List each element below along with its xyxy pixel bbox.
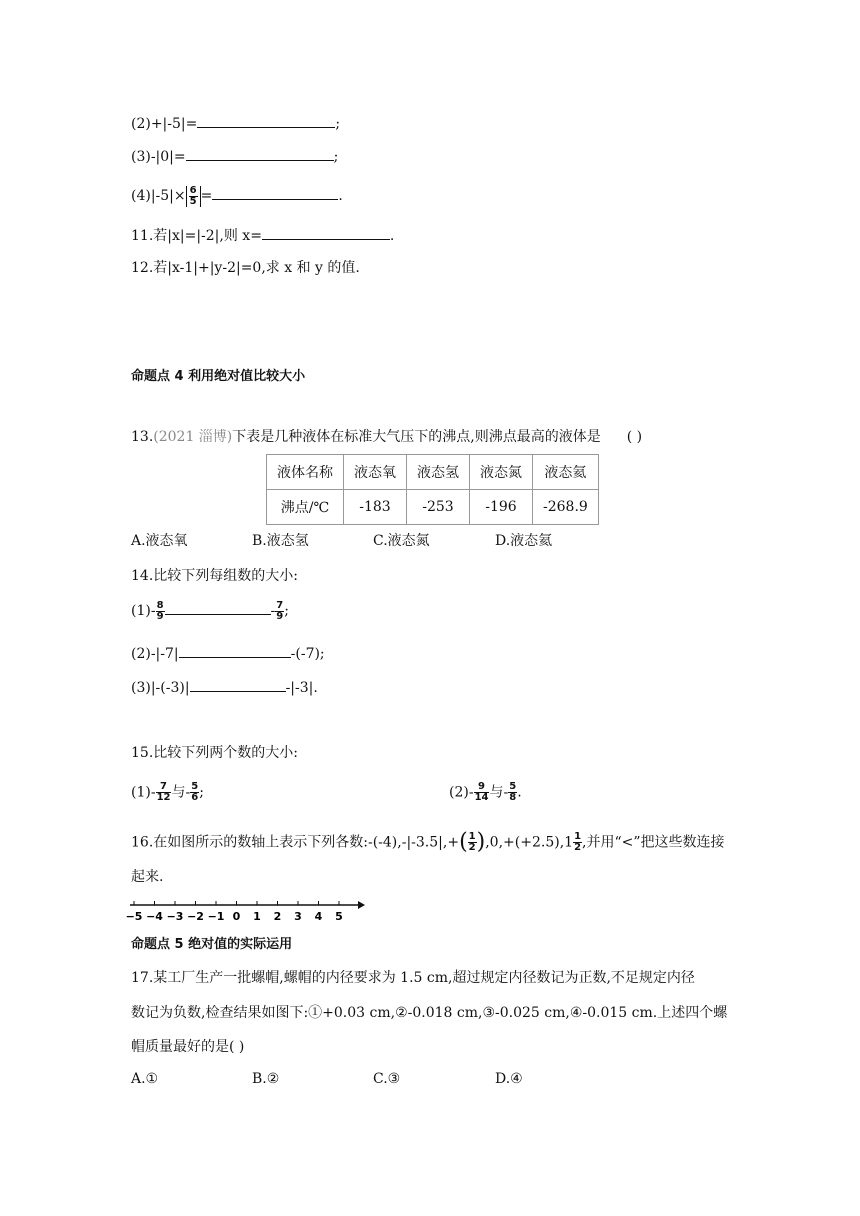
q12 [131,258,360,278]
axis-tick-label: −3 [166,910,184,922]
fraction [275,601,284,622]
q14-part2 [131,643,325,664]
boiling-point-table [266,454,599,525]
axis-tick-label: 5 [335,910,343,922]
paren-close: ) [476,829,486,855]
frac-num: 9 [474,782,490,793]
table-cell: -183 [344,490,407,525]
punct: . [517,784,522,801]
answer-blank[interactable] [179,643,291,658]
axis-ticks [126,901,343,922]
option-b[interactable]: B.液态氢 [252,533,309,549]
q10-part2-label: (2)+|-5|= [131,116,198,132]
answer-blank[interactable] [186,146,334,161]
punct: ; [199,784,204,801]
q15-title: 15.比较下列两个数的大小: [131,745,298,761]
table-row [267,455,599,490]
q15-part2 [449,782,522,803]
fraction [189,186,198,207]
number-line [126,896,368,922]
table-cell: 液态氮 [470,455,533,490]
axis-tick-label: −4 [146,910,163,922]
q11-text: 11.若|x|=|-2|,则 x= [131,228,262,244]
q11 [131,225,394,246]
minus: - [270,603,276,619]
table-cell: 液态氦 [533,455,599,490]
q10-part4 [131,185,343,207]
option-c[interactable]: C.液态氮 [373,533,430,549]
option-b[interactable]: B.② [252,1071,280,1087]
axis-tick-label: 0 [232,910,241,922]
q10-part4-label: (4)|-5|× [131,188,186,204]
punct: ; [284,603,289,619]
q13-number: 13. [131,429,154,445]
axis-tick-label: 1 [253,910,261,922]
table-cell: 液态氢 [407,455,470,490]
punct: . [338,188,343,204]
frac-den: 2 [574,842,582,853]
table-cell: -196 [470,490,533,525]
q14-part3-right: -|-3|. [285,680,318,696]
frac-den: 8 [509,792,517,803]
section-5-heading: 命题点 5 绝对值的实际运用 [131,937,293,952]
q15-part1-label: (1)- [131,784,156,801]
frac-num: 1 [574,831,582,842]
q17-text: 帽质量最好的是( ) [131,1039,245,1055]
frac-num: 1 [468,831,476,842]
table-cell: -253 [407,490,470,525]
q10-part3-label: (3)-|0|= [131,149,186,165]
q10-part3 [131,146,338,167]
q14-part1-label: (1)- [131,603,156,619]
abs-fraction [186,186,201,207]
fraction [190,782,199,803]
table-cell: 液体名称 [267,455,344,490]
q13-text: 下表是几种液体在标准大气压下的沸点,则沸点最高的液体是 [232,429,601,445]
frac-num: 8 [156,599,164,611]
q17-line2: 数记为负数,检查结果如图下:①+0.03 cm,②-0.018 cm,③-0.025 cm,④-0.015 cm.上述四个螺 [131,1005,728,1021]
frac-den: 5 [189,195,197,207]
option-a[interactable]: A.液态氧 [131,533,188,549]
frac-den: 9 [156,610,164,622]
q13-source: (2021 淄博) [153,429,233,445]
answer-blank[interactable] [262,225,390,240]
q17-line3 [131,1037,244,1057]
section-4-heading: 命题点 4 利用绝对值比较大小 [131,369,306,384]
frac-num: 5 [509,781,517,792]
q16-text: 16.在如图所示的数轴上表示下列各数:-(-4),-|-3.5|,+ [131,834,460,851]
fraction [156,601,165,622]
axis-tick-label: −1 [207,910,225,922]
q16-line2: 起来. [131,869,164,885]
frac-den: 2 [468,842,476,853]
frac-num: 7 [276,599,284,611]
punct: ; [335,116,341,132]
q14-part1 [131,600,289,622]
frac-num: 6 [189,184,197,196]
q14-part3-label: (3)|-(-3)| [131,680,190,696]
axis-tick-label: 3 [294,910,302,922]
q12-text: 12.若|x-1|+|y-2|=0,求 x 和 y 的值. [131,260,360,276]
q14-part2-right: -(-7); [290,646,325,662]
axis-tick-label: 2 [273,910,282,922]
answer-blank[interactable] [165,600,271,615]
q16-text: ,0,+(+2.5),1 [485,834,574,851]
table-cell: -268.9 [533,490,599,525]
punct: ; [333,149,339,165]
fraction [573,832,582,853]
equals: = [200,188,213,204]
frac-den: 6 [191,792,199,803]
frac-den: 12 [156,792,171,803]
q15-part2-label: (2)- [449,784,474,801]
option-a[interactable]: A.① [131,1071,159,1087]
answer-paren[interactable]: ( ) [626,429,643,445]
option-d[interactable]: D.④ [495,1071,523,1087]
q13 [131,427,642,447]
q15-part1 [131,782,204,803]
q14-part2-label: (2)-|-7| [131,646,179,662]
option-d[interactable]: D.液态氦 [495,533,553,549]
frac-den: 9 [276,610,284,622]
connector: 与- [171,784,191,801]
frac-num: 7 [156,782,172,793]
table-row [267,490,599,525]
punct: . [389,228,395,244]
answer-blank[interactable] [197,113,335,128]
table-cell: 沸点/℃ [267,490,344,525]
frac-num: 5 [191,781,199,792]
q17-line1: 17.某工厂生产一批螺帽,螺帽的内径要求为 1.5 cm,超过规定内径数记为正数,不足规定内径 [131,970,695,986]
fraction [156,782,172,803]
answer-blank[interactable] [212,185,338,200]
axis-tick-label: 4 [314,910,323,922]
q16-text: ,并用“<”把这些数连接 [582,834,725,851]
q14-title: 14.比较下列每组数的大小: [131,568,298,584]
q14-part3 [131,677,318,698]
fraction [474,782,490,803]
axis-tick-label: −2 [187,910,204,922]
fraction [468,832,477,853]
paren-open: ( [459,829,468,855]
connector: 与- [489,784,509,801]
option-c[interactable]: C.③ [373,1071,401,1087]
axis-arrow [358,901,365,909]
answer-blank[interactable] [190,677,286,692]
fraction [508,782,517,803]
frac-den: 14 [474,792,489,803]
axis-tick-label: −5 [126,910,143,922]
q16-line1 [131,829,725,855]
table-cell: 液态氧 [344,455,407,490]
q10-part2 [131,113,340,134]
